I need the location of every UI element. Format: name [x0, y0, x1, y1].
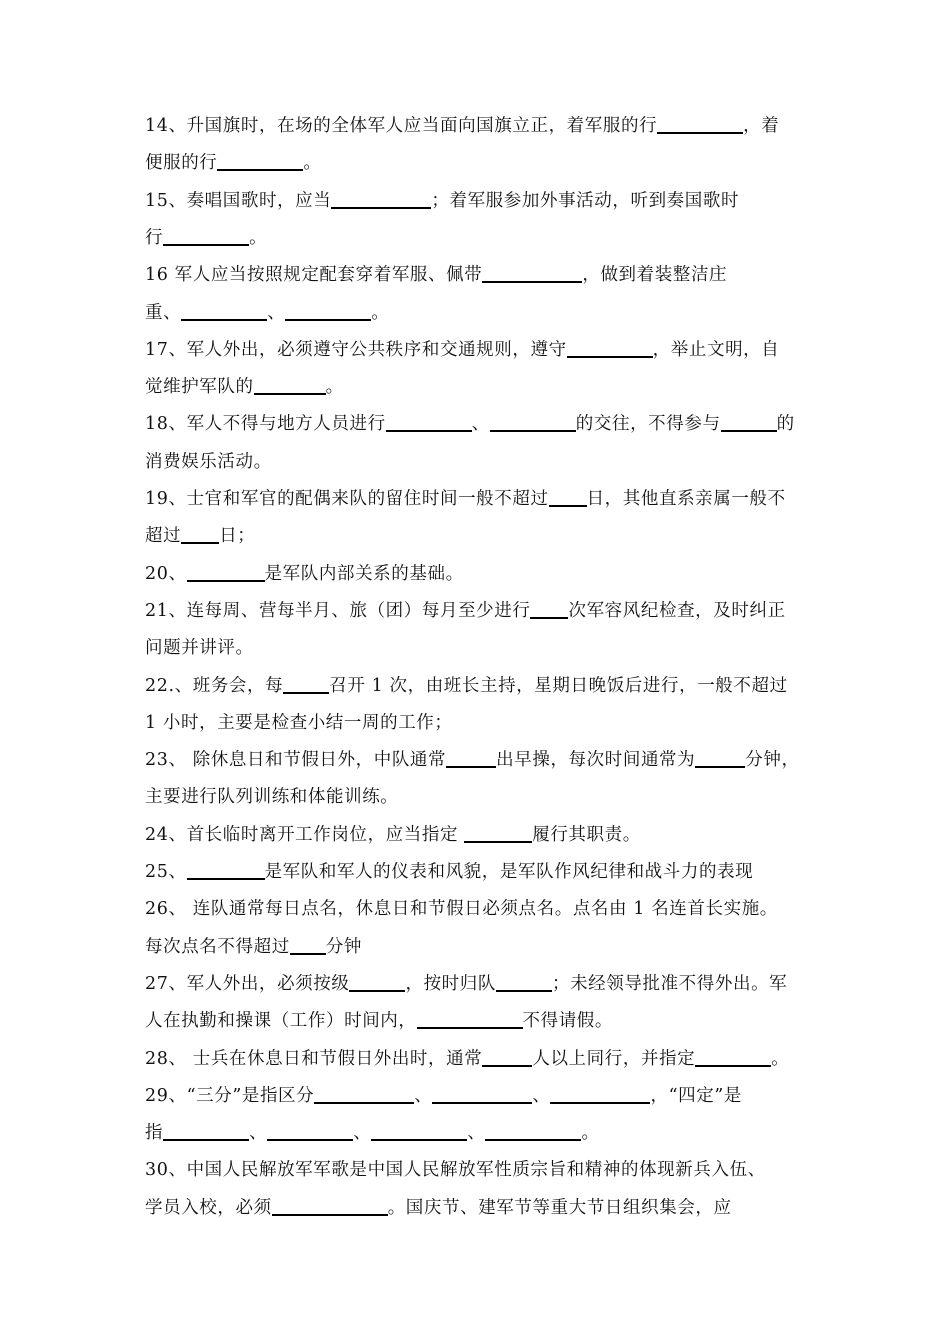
question-19-line-1: [145, 487, 810, 511]
question-text: 履行其职责。: [532, 824, 641, 845]
answer-blank[interactable]: [163, 1121, 249, 1141]
answer-blank[interactable]: [181, 301, 267, 321]
question-30-line-2: [145, 1196, 810, 1220]
question-27-line-2: [145, 1009, 810, 1033]
question-17-line-1: [145, 338, 810, 362]
question-text: ，做到着装整洁庄: [582, 265, 728, 286]
question-text: 人在执勤和操课（工作）时间内，: [145, 1011, 417, 1032]
question-text: 17、军人外出，必须遵守公共秩序和交通规则，遵守: [145, 339, 567, 360]
answer-blank[interactable]: [657, 114, 743, 134]
question-text: 23、 除休息日和节假日外，中队通常: [145, 750, 447, 771]
answer-blank[interactable]: [217, 151, 303, 171]
question-text: 18、军人不得与地方人员进行: [145, 414, 386, 435]
question-text: 16 军人应当按照规定配套穿着军服、佩带: [145, 265, 483, 286]
question-text: 20、: [145, 563, 187, 584]
question-text: 。国庆节、建军节等重大节日组织集会，应: [387, 1197, 732, 1218]
question-text: 行: [145, 227, 164, 248]
question-text: ，按时归队: [405, 973, 496, 994]
question-text: ；未经领导批准不得外出。军: [551, 973, 788, 994]
answer-blank[interactable]: [386, 412, 472, 432]
question-text: 21、连每周、营每半月、旅（团）每月至少进行: [145, 600, 531, 621]
answer-blank[interactable]: [417, 1009, 523, 1029]
question-text: ，着: [743, 116, 780, 136]
question-text: 超过: [145, 526, 182, 547]
question-text: 主要进行队列训练和体能训练。: [145, 787, 399, 808]
question-text: 、: [353, 1123, 372, 1144]
answer-blank[interactable]: [695, 1047, 771, 1067]
question-text: 每次点名不得超过: [145, 936, 290, 957]
question-text: 是军队和军人的仪表和风貌，是军队作风纪律和战斗力的表现: [264, 862, 754, 882]
question-27-line-1: [145, 972, 810, 996]
question-25-line-1: [145, 860, 810, 884]
answer-blank[interactable]: [285, 301, 371, 321]
question-30-line-1: [145, 1158, 810, 1182]
question-29-line-2: [145, 1121, 810, 1145]
question-text: ，举止文明，自: [652, 339, 780, 360]
question-text: 。: [581, 1123, 600, 1144]
question-23-line-1: [145, 748, 810, 772]
answer-blank[interactable]: [485, 1121, 581, 1141]
question-text: 分钟，: [745, 750, 800, 771]
answer-blank[interactable]: [464, 823, 532, 843]
answer-blank[interactable]: [331, 189, 431, 209]
question-20-line-1: [145, 562, 810, 586]
answer-blank[interactable]: [721, 412, 777, 432]
question-text: 14、升国旗时，在场的全体军人应当面向国旗立正，着军服的行: [145, 116, 658, 136]
question-23-line-2: [145, 785, 810, 809]
answer-blank[interactable]: [550, 1084, 650, 1104]
answer-blank[interactable]: [446, 748, 496, 768]
question-text: 19、士官和军官的配偶来队的留住时间一般不超过: [145, 489, 549, 509]
question-text: 。: [303, 153, 322, 174]
question-text: 、: [414, 1085, 433, 1106]
answer-blank[interactable]: [272, 1196, 388, 1216]
question-14-line-1: [145, 114, 810, 138]
question-text: 次军容风纪检查，及时纠正: [568, 600, 786, 621]
question-text: 28、 士兵在休息日和节假日外出时，通常: [145, 1048, 483, 1069]
question-text: 重、: [145, 302, 182, 323]
question-21-line-2: [145, 636, 810, 660]
question-28-line-1: [145, 1047, 810, 1071]
question-text: 觉维护军队的: [145, 377, 254, 398]
answer-blank[interactable]: [349, 972, 405, 992]
question-22-line-1: [145, 674, 810, 698]
question-text: 召开 1 次，由班长主持，星期日晚饭后进行，一般不超过: [329, 675, 788, 696]
question-text: 的: [776, 414, 795, 435]
answer-blank[interactable]: [482, 263, 582, 283]
question-15-line-2: [145, 226, 810, 250]
question-29-line-1: [145, 1084, 810, 1108]
question-text: 、: [249, 1123, 268, 1144]
answer-blank[interactable]: [187, 860, 265, 880]
question-19-line-2: [145, 524, 810, 548]
question-16-line-1: [145, 263, 810, 287]
answer-blank[interactable]: [314, 1084, 414, 1104]
question-text: ，“四定”是: [650, 1085, 742, 1106]
question-text: 出早操，每次时间通常为: [496, 750, 696, 771]
question-text: 。: [771, 1048, 790, 1069]
question-text: 的交往，不得参与: [575, 414, 721, 435]
answer-blank[interactable]: [695, 748, 745, 768]
question-17-line-2: [145, 375, 810, 399]
question-26-line-2: [145, 935, 810, 959]
question-text: 。: [371, 302, 390, 323]
question-text: 问题并讲评。: [145, 638, 254, 659]
question-text: 。: [325, 377, 344, 398]
answer-blank[interactable]: [187, 562, 265, 582]
question-22-line-2: [145, 711, 810, 735]
answer-blank[interactable]: [267, 1121, 353, 1141]
question-text: 不得请假。: [522, 1011, 613, 1032]
answer-blank[interactable]: [371, 1121, 467, 1141]
question-text: 便服的行: [145, 153, 218, 174]
question-18-line-1: [145, 412, 810, 436]
question-text: 分钟: [325, 936, 363, 957]
question-text: 人以上同行，并指定: [532, 1048, 696, 1069]
answer-blank[interactable]: [530, 599, 568, 619]
question-18-line-2: [145, 450, 810, 474]
question-text: 25、: [145, 862, 187, 882]
question-16-line-2: [145, 301, 810, 325]
question-text: 、: [267, 302, 286, 323]
question-text: ；着军服参加外事活动，听到奏国歌时: [431, 190, 740, 211]
question-text: 指: [145, 1123, 164, 1144]
question-text: 、: [532, 1085, 551, 1106]
question-text: 26、 连队通常每日点名，休息日和节假日必须点名。点名由 1 名连首长实施。: [145, 899, 778, 920]
answer-blank[interactable]: [567, 338, 653, 358]
question-text: 22.、班务会，每: [145, 675, 284, 696]
question-text: 1 小时，主要是检查小结一周的工作；: [145, 712, 453, 733]
answer-blank[interactable]: [482, 1047, 532, 1067]
answer-blank[interactable]: [290, 935, 326, 955]
question-text: 24、首长临时离开工作岗位，应当指定: [145, 824, 465, 845]
answer-blank[interactable]: [490, 412, 576, 432]
question-21-line-1: [145, 599, 810, 623]
question-text: 、: [467, 1123, 486, 1144]
question-text: 消费娱乐活动。: [145, 451, 272, 472]
question-text: 。: [249, 227, 268, 248]
answer-blank[interactable]: [254, 375, 326, 395]
question-text: 30、中国人民解放军军歌是中国人民解放军性质宗旨和精神的体现新兵入伍、: [145, 1160, 766, 1181]
question-text: 是军队内部关系的基础。: [264, 563, 464, 584]
answer-blank[interactable]: [496, 972, 552, 992]
answer-blank[interactable]: [549, 487, 587, 507]
answer-blank[interactable]: [283, 674, 329, 694]
question-text: 日，其他直系亲属一般不: [586, 489, 786, 509]
question-text: 学员入校，必须: [145, 1197, 272, 1218]
question-text: 27、军人外出，必须按级: [145, 973, 350, 994]
question-14-line-2: [145, 151, 810, 175]
answer-blank[interactable]: [432, 1084, 532, 1104]
question-text: 15、奏唱国歌时，应当: [145, 190, 332, 211]
question-26-line-1: [145, 897, 810, 921]
question-15-line-1: [145, 189, 810, 213]
answer-blank[interactable]: [163, 226, 249, 246]
question-text: 、: [471, 414, 490, 435]
question-text: 29、“三分”是指区分: [145, 1085, 315, 1106]
answer-blank[interactable]: [181, 524, 219, 544]
question-24-line-1: [145, 823, 810, 847]
question-text: 日；: [219, 526, 256, 547]
